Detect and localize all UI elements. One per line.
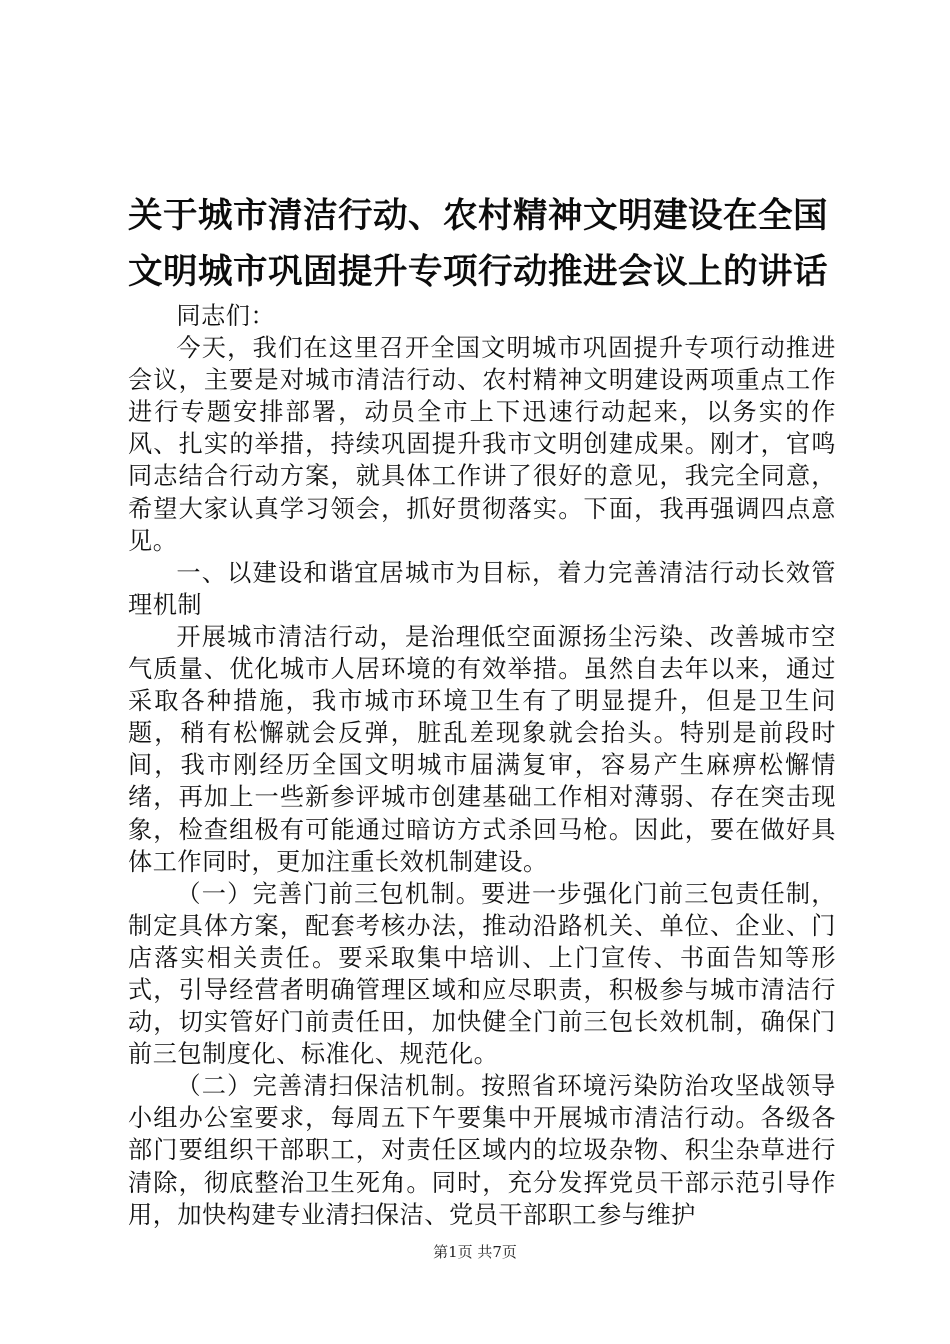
title-line-2: 文明城市巩固提升专项行动推进会议上的讲话 [128,252,828,292]
document-body [128,300,836,1231]
page-number-footer: 第1页 共7页 [433,1243,517,1261]
title-line-1: 关于城市清洁行动、农村精神文明建设在全国 [128,196,828,236]
paragraph-item-1: （一）完善门前三包机制。要进一步强化门前三包责任制，制定具体方案，配套考核办法，推动沿路机关、单位、企业、门店落实相关责任。要采取集中培训、上门宣传、书面告知等形式，引导经营者明确管理区域和应尽职责，积极参与城市清洁行动，切实管好门前责任田，加快健全门前三包长效机制，确保门前三包制度化、标准化、规范化。 [128,879,836,1069]
paragraph-opening: 今天，我们在这里召开全国文明城市巩固提升专项行动推进会议，主要是对城市清洁行动、农村精神文明建设两项重点工作进行专题安排部署，动员全市上下迅速行动起来，以务实的作风、扎实的举措，持续巩固提升我市文明创建成果。刚才，官鸣同志结合行动方案，就具体工作讲了很好的意见，我完全同意，希望大家认真学习领会，抓好贯彻落实。下面，我再强调四点意见。 [128,334,836,555]
section-heading-1: 一、以建设和谐宜居城市为目标，着力完善清洁行动长效管理机制 [128,558,836,619]
document-title [128,188,838,300]
paragraph-section-1: 开展城市清洁行动，是治理低空面源扬尘污染、改善城市空气质量、优化城市人居环境的有效举措。虽然自去年以来，通过采取各种措施，我市城市环境卫生有了明显提升，但是卫生问题，稍有松懈就会反弹，脏乱差现象就会抬头。特别是前段时间，我市刚经历全国文明城市届满复审，容易产生麻痹松懈情绪，再加上一些新参评城市创建基础工作相对薄弱、存在突击现象，检查组极有可能通过暗访方式杀回马枪。因此，要在做好具体工作同时，更加注重长效机制建设。 [128,622,836,876]
salutation: 同志们： [176,302,276,330]
paragraph-item-2: （二）完善清扫保洁机制。按照省环境污染防治攻坚战领导小组办公室要求，每周五下午要集中开展城市清洁行动。各级各部门要组织干部职工，对责任区域内的垃圾杂物、积尘杂草进行清除，彻底整治卫生死角。同时，充分发挥党员干部示范引导作用，加快构建专业清扫保洁、党员干部职工参与维护 [128,1072,836,1229]
